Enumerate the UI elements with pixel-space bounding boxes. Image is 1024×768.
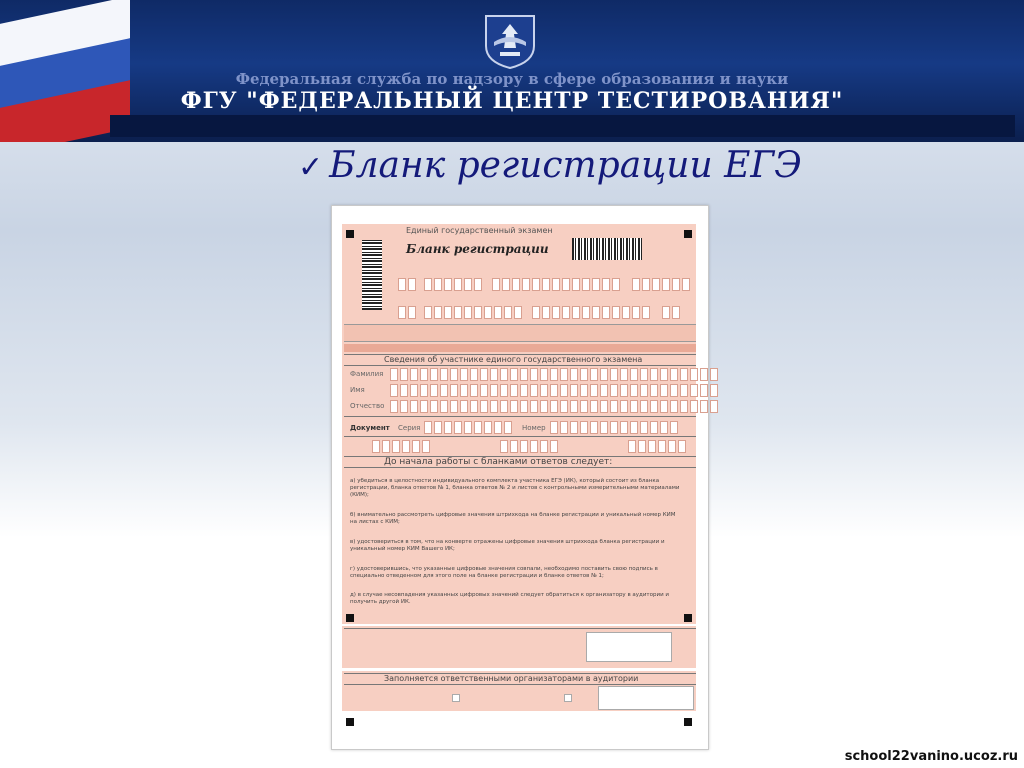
form-title: Бланк регистрации bbox=[406, 242, 549, 256]
participant-section-header: Сведения об участнике единого государственного экзамена bbox=[344, 354, 696, 366]
instruction-c: в) удостовериться в том, что на конверте отражены цифровые значения штрихкода бланка регистрации и уникальный номер КИМ Вашего ИК; bbox=[350, 539, 665, 552]
organizer-signature-box bbox=[598, 686, 694, 710]
exam-title: Единый государственный экзамен bbox=[406, 226, 553, 235]
checkbox-removed bbox=[452, 694, 460, 702]
instruction-a: а) убедиться в целостности индивидуального комплекта участника ЕГЭ (ИК), который состоит из бланка регистрации, бланка ответов № 1, бланка ответов № 2 и листов с контрольными измерительными материалами (КИМ); bbox=[350, 478, 680, 498]
signature-box bbox=[586, 632, 672, 662]
instruction-e: д) в случае несовпадения указанных цифровых значений следует обратиться к организатору в аудитории и получить другой ИК. bbox=[350, 592, 669, 605]
instruction-d: г) удостоверившись, что указанные цифровые значения совпали, необходимо поставить свою подпись в специально отведенном для этого поле на бланке регистрации и бланке ответов № 1; bbox=[350, 566, 658, 579]
registration-barcode bbox=[572, 238, 642, 260]
agency-name: Федеральная служба по надзору в сфере образования и науки bbox=[235, 70, 789, 88]
organizer-section-header: Заполняется ответственными организаторами в аудитории bbox=[344, 673, 696, 685]
slide-title: ✓ Бланк регистрации ЕГЭ bbox=[298, 145, 802, 186]
instructions-header: До начала работы с бланками ответов следует: bbox=[344, 456, 696, 468]
banner-strip bbox=[110, 115, 1015, 137]
vertical-barcode bbox=[362, 240, 382, 310]
center-name: ФГУ "ФЕДЕРАЛЬНЫЙ ЦЕНТР ТЕСТИРОВАНИЯ" bbox=[180, 88, 844, 114]
patronymic-label: Отчество bbox=[350, 402, 385, 410]
header-banner bbox=[0, 0, 1024, 142]
checkmark-icon: ✓ bbox=[298, 150, 324, 185]
name-label: Имя bbox=[350, 386, 365, 394]
registration-form-image bbox=[331, 205, 709, 750]
number-label: Номер bbox=[522, 424, 546, 432]
series-label: Серия bbox=[398, 424, 421, 432]
site-watermark: school22vanino.ucoz.ru bbox=[844, 749, 1018, 764]
document-label: Документ bbox=[350, 424, 390, 432]
checkbox-not-finished bbox=[564, 694, 572, 702]
surname-label: Фамилия bbox=[350, 370, 384, 378]
instruction-b: б) внимательно рассмотреть цифровые значения штрихкода на бланке регистрации и уникальный номер КИМ на листах с КИМ; bbox=[350, 512, 676, 525]
emblem-icon bbox=[482, 12, 538, 70]
